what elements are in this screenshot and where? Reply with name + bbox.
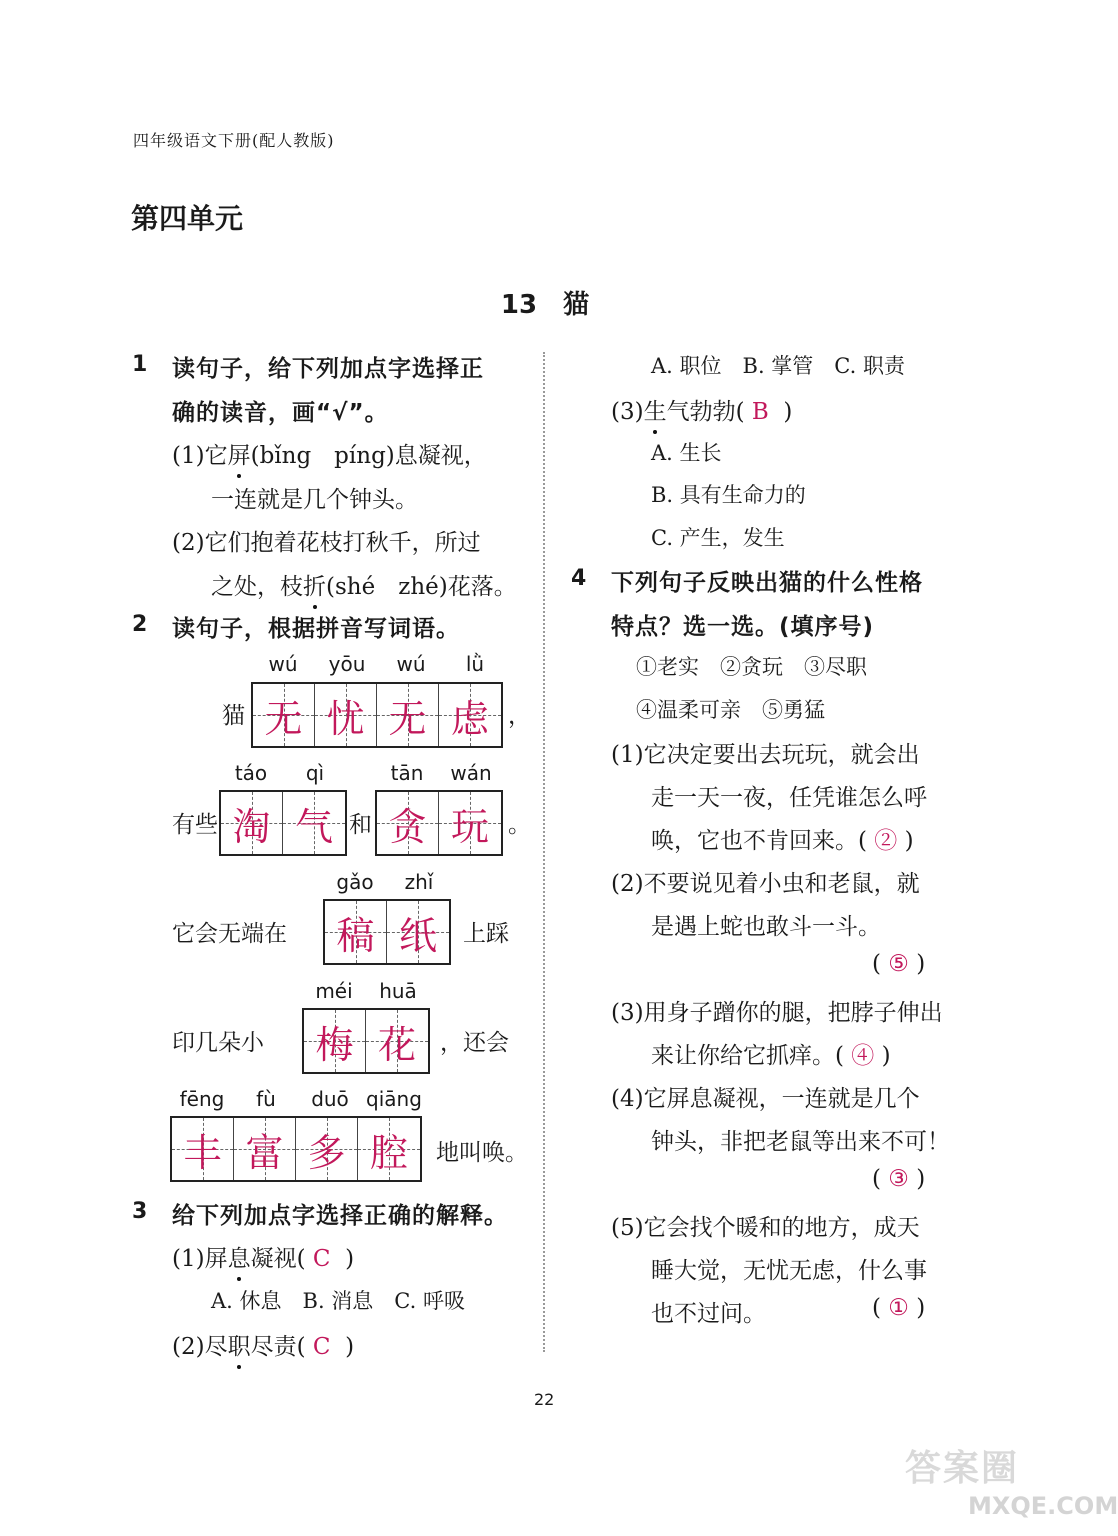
q2-r4-prefix: 印几朵小 (172, 1030, 264, 1056)
pinyin: táo (234, 761, 268, 785)
grid-cell: 无 (253, 684, 315, 746)
q4-item-3a: (3)用身子蹭你的腿，把脖子伸出 (611, 1000, 943, 1026)
q4-options-b: ④温柔可亲 ⑤勇猛 (636, 698, 825, 722)
grid-cell: 花 (366, 1010, 428, 1072)
page-number: 22 (534, 1390, 555, 1409)
q2-text: 读句子，根据拼音写词语。 (172, 616, 460, 642)
pinyin: wú (396, 652, 426, 676)
q3-sub-2: (2)尽职尽责( C ) (172, 1334, 355, 1360)
grid-cell: 腔 (358, 1118, 420, 1180)
pinyin: yōu (328, 652, 366, 676)
pinyin: qì (305, 761, 325, 785)
grid-cell: 多 (296, 1118, 358, 1180)
q2-r3-prefix: 它会无端在 (172, 921, 287, 947)
q3-text: 给下列加点字选择正确的解释。 (172, 1203, 508, 1229)
watermark-logo: 答案圈 (905, 1448, 1020, 1489)
pinyin: wán (450, 761, 492, 785)
answer: B (751, 399, 769, 425)
q2-r2-prefix: 有些 (172, 812, 218, 838)
q4-item-4-answer: ( ③ ) (872, 1166, 926, 1192)
unit-title: 第四单元 (131, 202, 244, 235)
lesson-title: 13 猫 (500, 290, 590, 320)
q2-r3-suffix: 上踩 (463, 921, 509, 947)
grid-cell: 淘 (221, 792, 283, 854)
grid-cell: 富 (234, 1118, 296, 1180)
q4-item-2b: 是遇上蛇也敢斗一斗。 (651, 914, 881, 940)
answer: ④ (851, 1043, 875, 1069)
pinyin: tān (390, 761, 424, 785)
q4-item-4b: 钟头，非把老鼠等出来不可！ (651, 1129, 950, 1155)
writing-grid-2b (375, 790, 503, 856)
pinyin: fù (256, 1087, 276, 1111)
writing-grid-2a (219, 790, 347, 856)
q4-item-4a: (4)它屏息凝视，一连就是几个 (611, 1086, 920, 1112)
grid-cell: 丰 (172, 1118, 234, 1180)
q3-sub-1: (1)屏息凝视( C ) (172, 1246, 355, 1272)
dotted-char: 生 (643, 399, 667, 425)
q4-number: 4 (571, 566, 587, 591)
grid-cell: 贪 (377, 792, 439, 854)
q4-item-5a: (5)它会找个暖和的地方，成天 (611, 1215, 920, 1241)
grid-cell: 气 (283, 792, 345, 854)
q1-sentence-2a: (2)它们抱着花枝打秋千，所过 (172, 530, 481, 556)
q3-sub-2-options: A. 职位 B. 掌管 C. 职责 (651, 354, 905, 378)
pinyin: zhǐ (404, 870, 434, 894)
q4-item-5-answer: ( ① ) (872, 1295, 926, 1321)
watermark-url: MXQE.COM (968, 1492, 1118, 1520)
q3-sub-3-option-a: A. 生长 (651, 441, 722, 465)
pinyin: wú (268, 652, 298, 676)
running-header: 四年级语文下册(配人教版) (133, 131, 335, 150)
answer: ⑤ (888, 951, 909, 977)
q4-text-a: 下列句子反映出猫的什么性格 (611, 570, 923, 596)
q4-item-1b: 走一天一夜，任凭谁怎么呼 (651, 785, 927, 811)
writing-grid-3 (323, 899, 451, 965)
q4-item-5b: 睡大觉，无忧无虑，什么事 (651, 1258, 927, 1284)
q1-text-b: 确的读音，画“√”。 (172, 400, 389, 426)
q4-options-a: ①老实 ②贪玩 ③尽职 (636, 655, 867, 679)
writing-grid-5 (170, 1116, 422, 1182)
grid-cell: 无 (377, 684, 439, 746)
dotted-char: 息 (227, 1246, 251, 1272)
q1-sentence-2b: 之处，枝折(shé zhé)花落。 (211, 574, 517, 600)
pinyin: méi (315, 979, 353, 1003)
q4-item-3b: 来让你给它抓痒。( ④ ) (651, 1043, 891, 1069)
pinyin: lǜ (465, 652, 485, 676)
q3-sub-3-option-c: C. 产生，发生 (651, 526, 785, 550)
q4-item-2-answer: ( ⑤ ) (872, 951, 926, 977)
pinyin: gǎo (336, 870, 374, 894)
q2-r2-suffix: 。 (508, 812, 531, 838)
writing-grid-1 (251, 682, 503, 748)
dotted-char: 屏 (227, 443, 251, 469)
q4-text-b: 特点？选一选。(填序号) (611, 614, 875, 640)
writing-grid-4 (302, 1008, 430, 1074)
dotted-char: 折 (303, 574, 326, 600)
pinyin: huā (379, 979, 417, 1003)
column-divider (543, 352, 545, 1352)
q2-r4-suffix: ，还会 (440, 1030, 509, 1056)
q3-sub-3-option-b: B. 具有生命力的 (651, 483, 806, 507)
q2-r1-prefix: 猫 (222, 703, 245, 729)
answer: ② (874, 828, 898, 854)
pinyin: fēng (179, 1087, 225, 1111)
grid-cell: 虑 (439, 684, 501, 746)
answer: ③ (888, 1166, 909, 1192)
answer: ① (888, 1295, 909, 1321)
pinyin: qiāng (366, 1087, 422, 1111)
dotted-char: 职 (227, 1334, 251, 1360)
q1-sentence-1b: 一连就是几个钟头。 (211, 487, 418, 513)
grid-cell: 梅 (304, 1010, 366, 1072)
q3-number: 3 (132, 1199, 148, 1224)
grid-cell: 稿 (325, 901, 387, 963)
q3-sub-3: (3)生气勃勃( B ) (611, 399, 793, 425)
q2-r2-mid: 和 (349, 812, 372, 838)
q4-item-5c: 也不过问。 (651, 1301, 766, 1327)
q2-number: 2 (132, 612, 148, 637)
grid-cell: 纸 (387, 901, 449, 963)
answer: C (312, 1334, 331, 1360)
answer: C (312, 1246, 331, 1272)
q1-sentence-1a: (1)它屏(bǐng píng)息凝视， (172, 443, 487, 469)
q1-text-a: 读句子，给下列加点字选择正 (172, 356, 484, 382)
q4-item-1c: 唤，它也不肯回来。( ② ) (651, 828, 914, 854)
q4-item-2a: (2)不要说见着小虫和老鼠，就 (611, 871, 920, 897)
grid-cell: 玩 (439, 792, 501, 854)
q2-r1-suffix: ， (508, 703, 531, 729)
grid-cell: 忧 (315, 684, 377, 746)
q1-number: 1 (132, 352, 148, 377)
q2-r5-suffix: 地叫唤。 (436, 1140, 528, 1166)
q3-sub-1-options: A. 休息 B. 消息 C. 呼吸 (211, 1289, 465, 1313)
q4-item-1a: (1)它决定要出去玩玩，就会出 (611, 742, 920, 768)
pinyin: duō (311, 1087, 349, 1111)
